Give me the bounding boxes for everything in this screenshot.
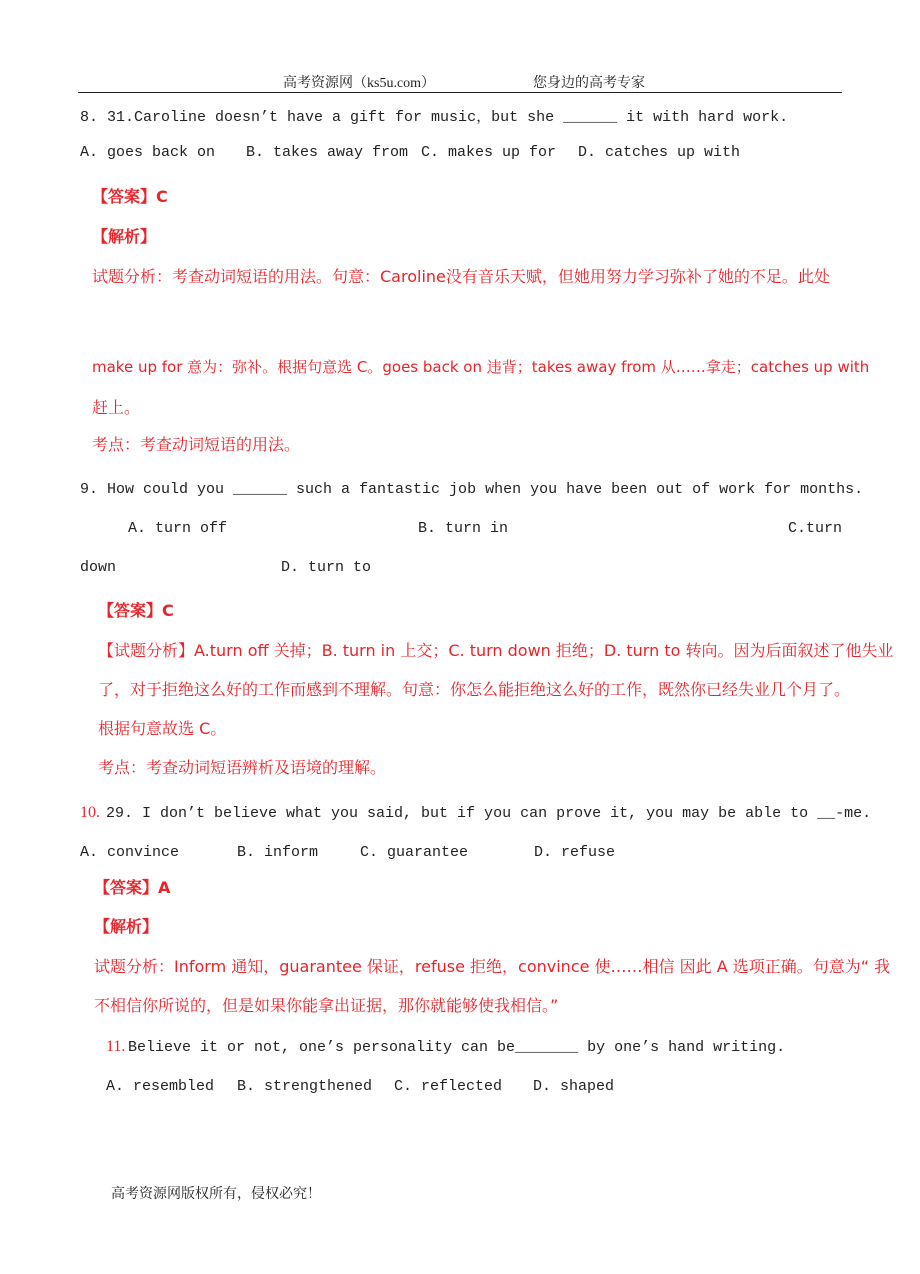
q8-question: 8. 31.Caroline doesn’t have a gift for music，but she ______ it with hard work. (80, 109, 789, 126)
header-site-name: 高考资源网（ks5u.com） (283, 76, 436, 91)
q10-answer: 【答案】A (94, 878, 171, 897)
q9-analysis-line2: 了，对于拒绝这么好的工作而感到不理解。句意：你怎么能拒绝这么好的工作，既然你已经失业几个月了。 (98, 680, 851, 699)
q9-option-c-continued: down (80, 559, 117, 576)
q8-analysis-line3: 赶上。 (92, 398, 141, 417)
footer-copyright: 高考资源网版权所有，侵权必究！ (111, 1187, 321, 1202)
q8-option-d: D. catches up with (578, 144, 741, 161)
q8-analysis-line2: make up for 意为：弥补。根据句意选 C。goes back on 违背；takes away from 从……拿走；catches up with (92, 358, 870, 376)
q9-option-b: B. turn in (418, 520, 509, 537)
q10-question: 29. I don’t believe what you said, but if you can prove it, you may be able to __-me. (106, 805, 872, 822)
q10-option-b: B. inform (237, 844, 319, 861)
q8-option-c: C. makes up for (421, 144, 557, 161)
q9-point: 考点：考查动词短语辨析及语境的理解。 (98, 758, 387, 777)
q10-option-d: D. refuse (534, 844, 616, 861)
q11-number: 11. (106, 1038, 126, 1055)
q8-analysis-label: 【解析】 (92, 227, 157, 246)
q10-option-a: A. convince (80, 844, 180, 861)
q9-option-a: A. turn off (128, 520, 228, 537)
header-slogan: 您身边的高考专家 (533, 76, 645, 91)
q9-option-c: C.turn (788, 520, 843, 537)
q8-option-a: A. goes back on (80, 144, 216, 161)
q11-option-d: D. shaped (533, 1078, 615, 1095)
header-divider (78, 92, 842, 93)
q11-option-c: C. reflected (394, 1078, 503, 1095)
q9-analysis-line3: 根据句意故选 C。 (98, 719, 227, 738)
q8-point: 考点：考查动词短语的用法。 (92, 435, 301, 454)
q10-analysis-line1: 试题分析：Inform 通知，guarantee 保证，refuse 拒绝，convince 使……相信 因此 A 选项正确。句意为“ 我 (94, 957, 891, 976)
q10-analysis-label: 【解析】 (94, 917, 159, 936)
q9-answer: 【答案】C (98, 601, 174, 620)
q10-option-c: C. guarantee (360, 844, 469, 861)
q8-option-b: B. takes away from (246, 144, 409, 161)
q11-option-a: A. resembled (106, 1078, 215, 1095)
q9-option-d: D. turn to (281, 559, 372, 576)
q11-option-b: B. strengthened (237, 1078, 373, 1095)
q8-analysis-line1: 试题分析：考查动词短语的用法。句意：Caroline没有音乐天赋，但她用努力学习弥补了她的不足。此处 (92, 267, 830, 286)
q9-question: 9. How could you ______ such a fantastic job when you have been out of work for months. (80, 481, 864, 498)
q10-number: 10. (80, 804, 100, 821)
q8-answer: 【答案】C (92, 187, 168, 206)
q9-analysis-line1: 【试题分析】A.turn off 关掉；B. turn in 上交；C. turn down 拒绝；D. turn to 转向。因为后面叙述了他失业 (98, 641, 894, 660)
q10-analysis-line2: 不相信你所说的，但是如果你能拿出证据，那你就能够使我相信。” (94, 996, 559, 1015)
q11-question: Believe it or not, one’s personality can be_______ by one’s hand writing. (128, 1039, 786, 1056)
